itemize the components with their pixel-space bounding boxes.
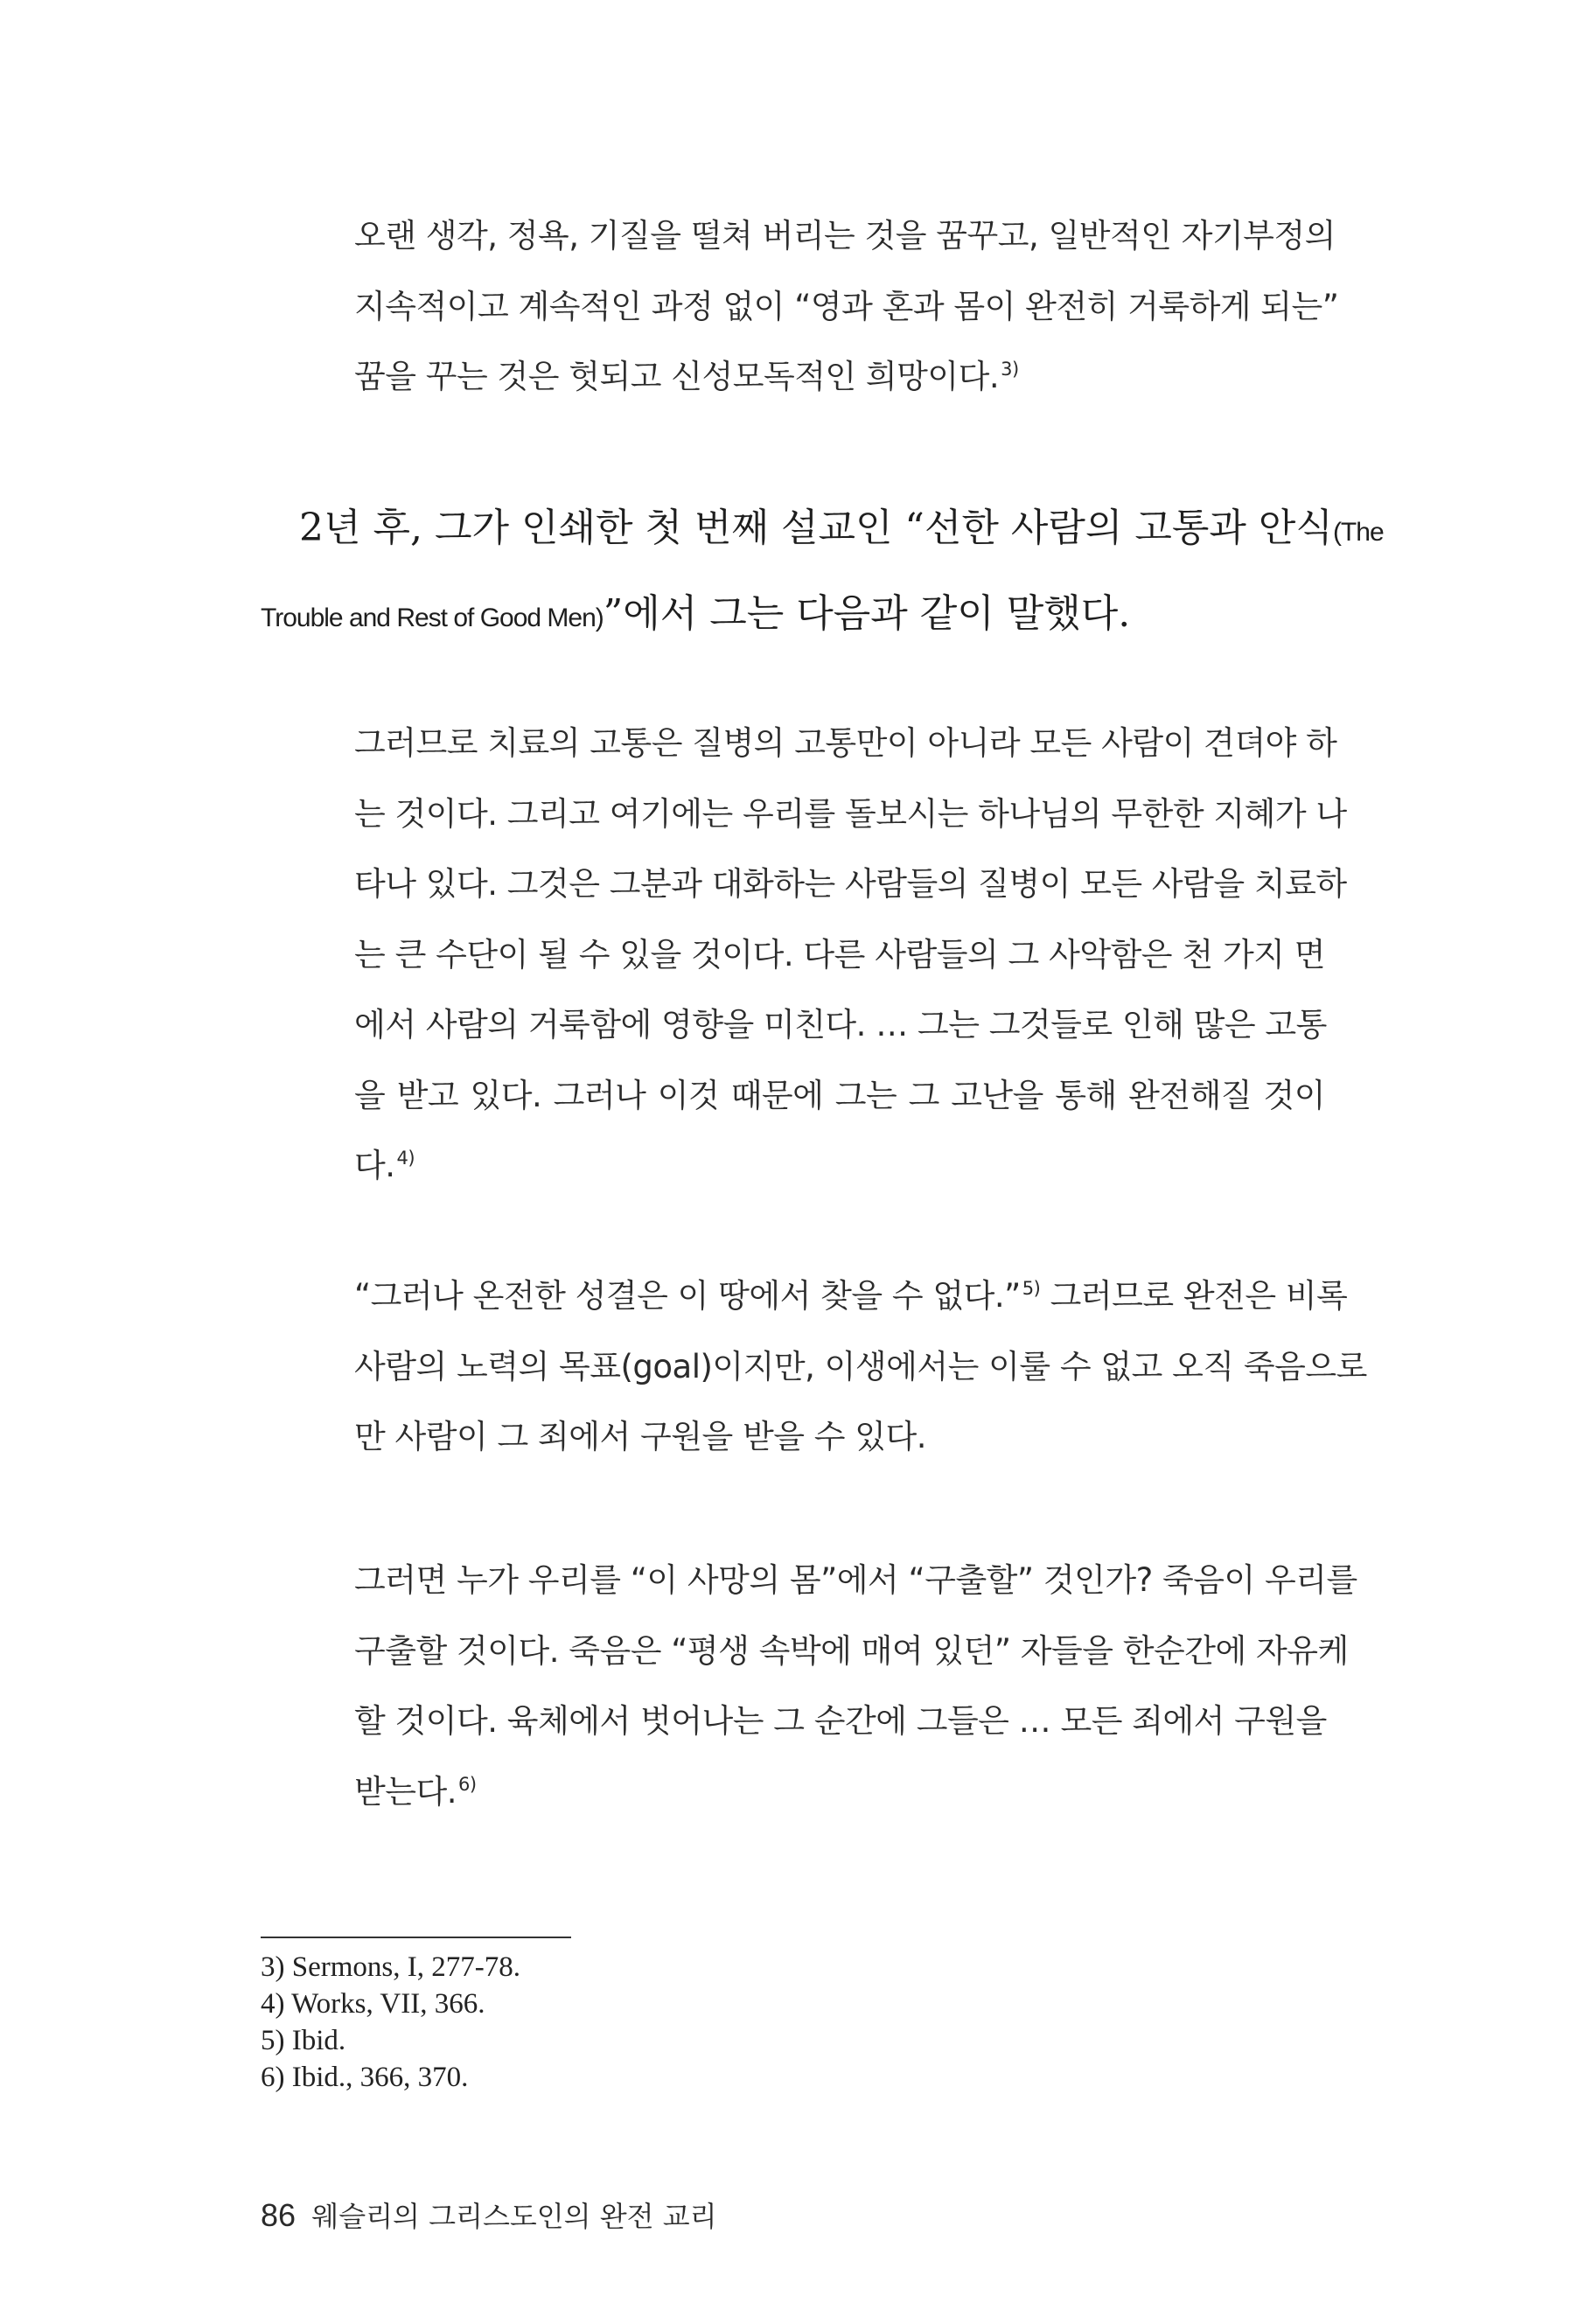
quote-line: 그러므로 치료의 고통은 질병의 고통만이 아니라 모든 사람이 견뎌야 하 bbox=[354, 724, 1337, 762]
quote-line bbox=[354, 1261, 1348, 1332]
quote-line-text: “그러나 온전한 성결은 이 땅에서 찾을 수 없다.” bbox=[354, 1277, 1021, 1315]
quote-line: 그러면 누가 우리를 “이 사망의 몸”에서 “구출할” 것인가? 죽음이 우리를 bbox=[354, 1561, 1357, 1599]
quote-line: 타나 있다. 그것은 그분과 대화하는 사람들의 질병이 모든 사람을 치료하 bbox=[354, 865, 1347, 903]
footnote-ref: 5) bbox=[1022, 1278, 1041, 1299]
quote-line: 오랜 생각, 정욕, 기질을 떨쳐 버리는 것을 꿈꾸고, 일반적인 자기부정의 bbox=[354, 217, 1336, 255]
quote-line: 는 것이다. 그리고 여기에는 우리를 돌보시는 하나님의 무한한 지혜가 나 bbox=[354, 794, 1347, 833]
block-quote-1 bbox=[354, 201, 1339, 413]
footnote-item: 5) Ibid. bbox=[261, 2025, 346, 2056]
footnote-ref: 6) bbox=[458, 1773, 477, 1795]
block-quote-3 bbox=[354, 1261, 1367, 1473]
footnote-item: 4) Works, VII, 366. bbox=[261, 1988, 485, 2020]
quote-line bbox=[354, 1131, 1325, 1202]
quote-line: 구출할 것이다. 죽음은 “평생 속박에 매여 있던” 자들을 한순간에 자유케 bbox=[354, 1631, 1349, 1670]
footnotes bbox=[261, 1949, 520, 2096]
quote-line-text: 꿈을 꾸는 것은 헛되고 신성모독적인 희망이다. bbox=[354, 358, 1000, 395]
quote-line: 는 큰 수단이 될 수 있을 것이다. 다른 사람들의 그 사악함은 천 가지 면 bbox=[354, 935, 1325, 974]
narration-text: 2년 후, 그가 인쇄한 첫 번째 설교인 “선한 사람의 고통과 안식 bbox=[299, 506, 1333, 550]
footnote-ref: 3) bbox=[1001, 359, 1019, 380]
narration-line bbox=[261, 487, 1384, 573]
quote-line: 을 받고 있다. 그러나 이것 때문에 그는 그 고난을 통해 완전해질 것이 bbox=[354, 1076, 1325, 1114]
quote-line-text: 받는다. bbox=[354, 1772, 457, 1811]
narration-paragraph bbox=[261, 487, 1384, 659]
footnote-item: 3) Sermons, I, 277-78. bbox=[261, 1951, 520, 1983]
narration-latin: Trouble and Rest of Good Men) bbox=[261, 604, 604, 632]
running-title: 웨슬리의 그리스도인의 완전 교리 bbox=[311, 2200, 717, 2233]
page-footer bbox=[261, 2195, 717, 2235]
quote-line: 지속적이고 계속적인 과정 없이 “영과 혼과 몸이 완전히 거룩하게 되는” bbox=[354, 287, 1339, 325]
block-quote-4 bbox=[354, 1546, 1357, 1827]
narration-latin: (The bbox=[1332, 518, 1384, 547]
block-quote-2 bbox=[354, 708, 1347, 1202]
quote-line bbox=[354, 1757, 1325, 1828]
narration-line bbox=[261, 573, 1325, 659]
footnote-ref: 4) bbox=[396, 1148, 415, 1169]
quote-line-text: 다. bbox=[354, 1147, 395, 1184]
narration-text: ”에서 그는 다음과 같이 말했다. bbox=[603, 591, 1131, 636]
footnote-item: 6) Ibid., 366, 370. bbox=[261, 2062, 469, 2093]
footnote-divider bbox=[261, 1937, 571, 1938]
quote-line: 에서 사람의 거룩함에 영향을 미친다. … 그는 그것들로 인해 많은 고통 bbox=[354, 1006, 1327, 1043]
quote-line: 만 사람이 그 죄에서 구원을 받을 수 있다. bbox=[354, 1418, 926, 1455]
quote-line: 할 것이다. 육체에서 벗어나는 그 순간에 그들은 … 모든 죄에서 구원을 bbox=[354, 1702, 1327, 1740]
quote-line: 사람의 노력의 목표(goal)이지만, 이생에서는 이룰 수 없고 오직 죽음으로 bbox=[354, 1347, 1367, 1385]
quote-line-text: 그러므로 완전은 비록 bbox=[1040, 1277, 1348, 1315]
page-number: 86 bbox=[261, 2197, 297, 2233]
quote-line bbox=[354, 342, 1325, 413]
